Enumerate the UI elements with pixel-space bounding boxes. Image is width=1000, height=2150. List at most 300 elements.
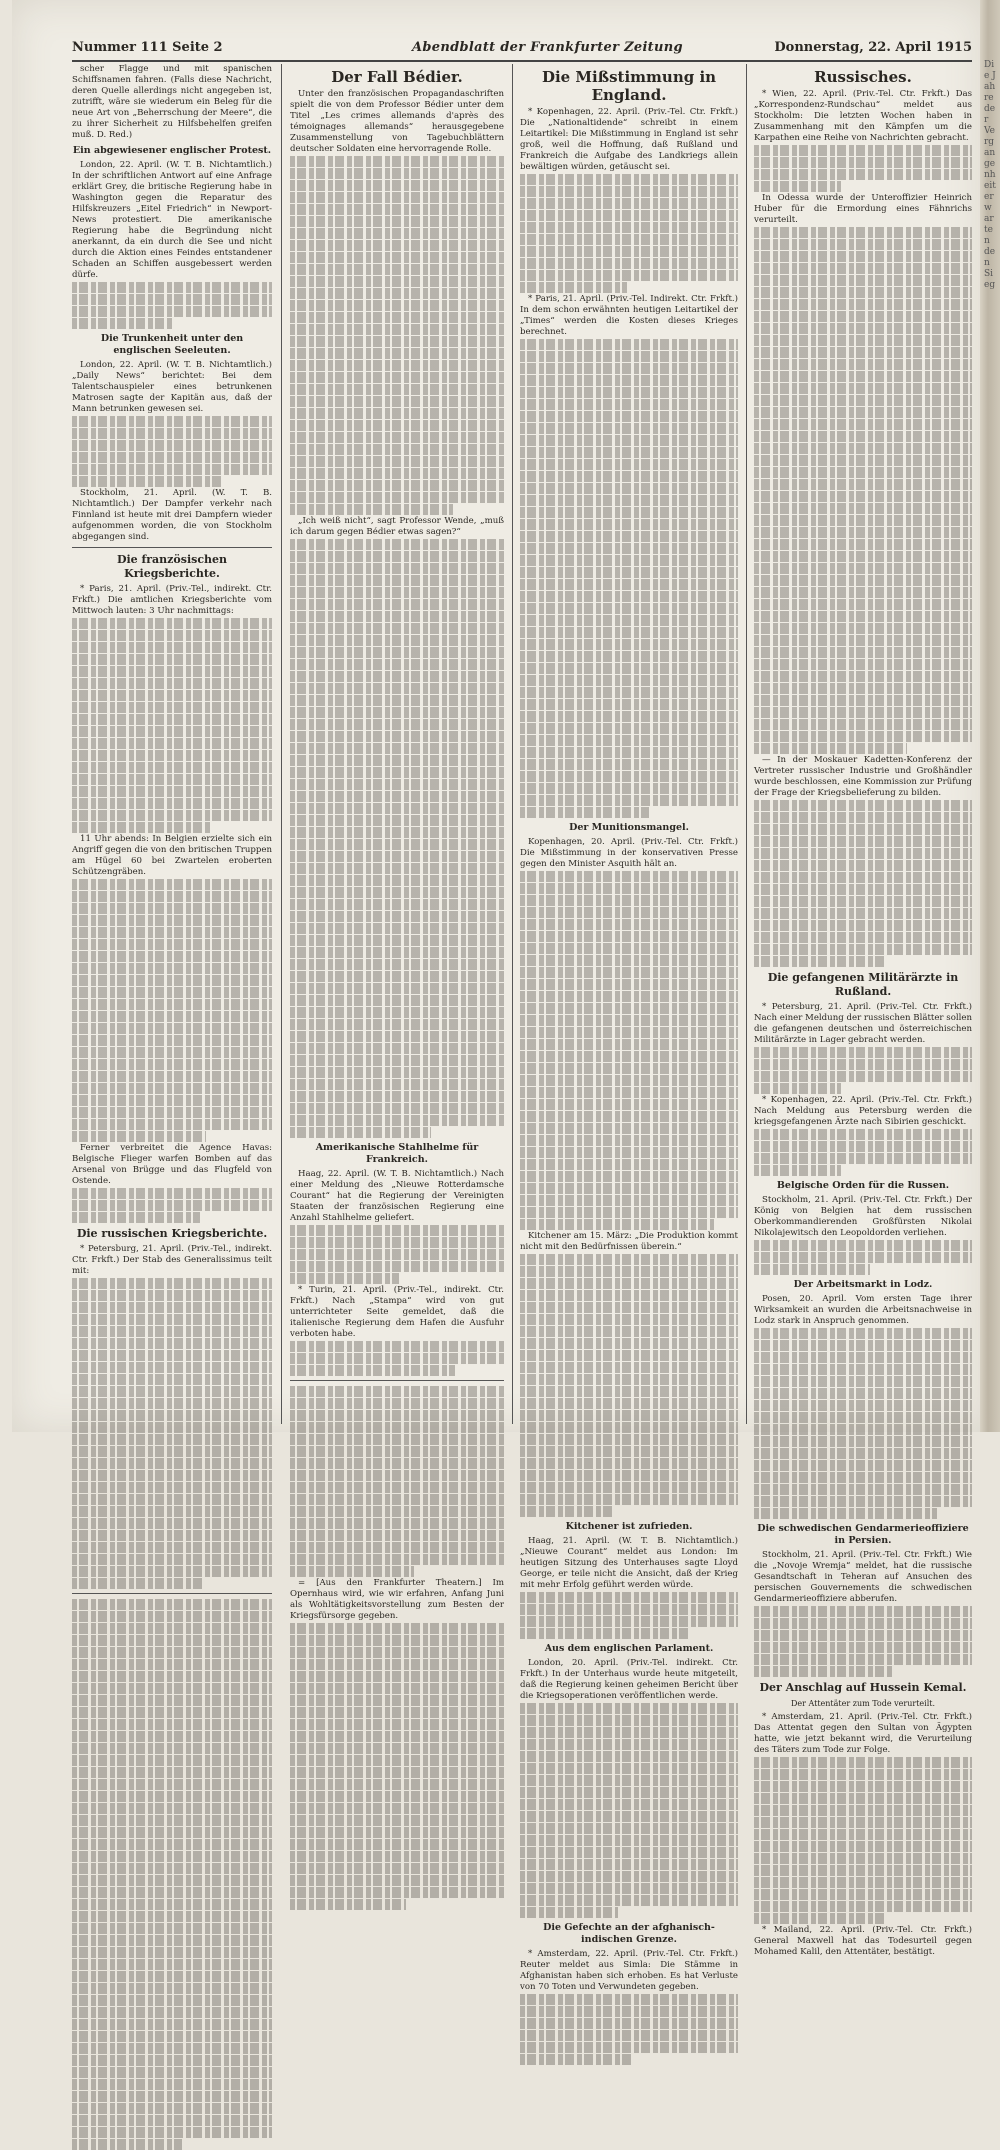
text-line xyxy=(520,735,738,746)
text-line xyxy=(72,1059,272,1070)
text-line xyxy=(72,1290,272,1301)
body-text-block xyxy=(520,1254,738,1517)
article-headline: Aus dem englischen Parlament. xyxy=(544,1643,714,1654)
text-line xyxy=(520,246,738,257)
text-line xyxy=(520,1123,738,1134)
text-line xyxy=(754,671,972,682)
text-line xyxy=(520,1434,738,1445)
text-line xyxy=(290,1707,504,1718)
text-line xyxy=(72,1386,272,1397)
text-line xyxy=(290,767,504,778)
text-line xyxy=(290,575,504,586)
text-line xyxy=(520,2030,738,2041)
text-line xyxy=(72,1410,272,1421)
text-line xyxy=(754,1484,972,1495)
text-line xyxy=(72,927,272,938)
text-line xyxy=(520,1374,738,1385)
text-line xyxy=(290,671,504,682)
text-line xyxy=(520,615,738,626)
text-line xyxy=(72,1200,272,1211)
text-line xyxy=(520,1075,738,1086)
article-headline: Der Munitionsmangel. xyxy=(569,822,689,833)
text-line xyxy=(520,495,738,506)
text-line xyxy=(290,803,504,814)
text-line xyxy=(72,774,272,785)
text-line xyxy=(290,875,504,886)
body-text-block xyxy=(754,800,972,967)
text-line xyxy=(290,1237,504,1248)
text-line xyxy=(520,447,738,458)
text-line xyxy=(72,2067,272,2078)
text-line xyxy=(290,1695,504,1706)
text-line xyxy=(520,1171,738,1182)
text-line xyxy=(72,1446,272,1457)
text-line xyxy=(290,1261,504,1272)
text-line xyxy=(520,1015,738,1026)
text-line xyxy=(754,1047,972,1058)
article-headline: Die Trunkenheit unter den englischen Seeleuten. xyxy=(100,333,244,356)
article-paragraph: * Paris, 21. April. (Priv.-Tel., indirekt. Ctr. Frkft.) Die amtlichen Kriegsberichte vom Mittwoch lauten: 3 Uhr nachmittags: xyxy=(72,584,272,616)
text-line xyxy=(290,1506,504,1517)
article-paragraph: * Kopenhagen, 22. April. (Priv.-Tel. Ctr. Frkft.) Die „Nationaltidende“ schreibt in einem Leitartikel: Die Mißstimmung in England ist sehr groß, weil die Hoffnung, daß Rußland und Frankreich die Aufgabe des Landkriegs allein bewältigen würden, getäuscht sei. xyxy=(520,107,738,172)
text-line xyxy=(754,371,972,382)
text-line xyxy=(520,483,738,494)
text-line xyxy=(520,1027,738,1038)
text-line xyxy=(290,468,504,479)
text-line xyxy=(72,678,272,689)
text-line xyxy=(290,995,504,1006)
text-line xyxy=(290,1458,504,1469)
text-line xyxy=(520,1338,738,1349)
text-line xyxy=(72,452,272,463)
text-line xyxy=(72,1647,272,1658)
text-line xyxy=(754,551,972,562)
text-line xyxy=(290,623,504,634)
text-line xyxy=(754,1757,972,1768)
text-line xyxy=(290,1482,504,1493)
text-line xyxy=(520,423,738,434)
text-line xyxy=(520,603,738,614)
text-line xyxy=(754,1424,972,1435)
text-line xyxy=(290,492,504,503)
text-line xyxy=(754,1829,972,1840)
issue-number: Nummer 111 Seite 2 xyxy=(72,40,223,55)
text-line xyxy=(520,186,738,197)
text-line xyxy=(754,443,972,454)
text-line xyxy=(520,234,738,245)
page-header xyxy=(72,38,972,62)
text-line xyxy=(520,2054,631,2065)
text-line xyxy=(290,348,504,359)
text-line xyxy=(72,1863,272,1874)
text-line xyxy=(754,515,972,526)
text-line xyxy=(520,651,738,662)
text-line xyxy=(290,611,504,622)
text-line xyxy=(754,1877,972,1888)
text-line xyxy=(520,198,738,209)
text-line xyxy=(520,387,738,398)
body-text-block xyxy=(520,1703,738,1918)
text-line xyxy=(72,1470,272,1481)
text-line xyxy=(754,1083,841,1094)
text-line xyxy=(290,1470,504,1481)
article-paragraph: London, 20. April. (Priv.-Tel. indirekt. Ctr. Frkft.) In der Unterhaus wurde heute mitgeteilt, daß die Regierung keinen geheimen Bericht über die Kriegsoperationen veröffentlichen werde. xyxy=(520,1658,738,1701)
text-line xyxy=(290,1091,504,1102)
article-paragraph: Stockholm, 21. April. (W. T. B. Nichtamtlich.) Der Dampfer verkehr nach Finnland ist heute mit drei Dampfern wieder aufgenommen worden, die von Stockholm abgegangen sind. xyxy=(72,488,272,542)
text-line xyxy=(72,690,272,701)
text-line xyxy=(72,1350,272,1361)
text-line xyxy=(290,947,504,958)
text-line xyxy=(72,1683,272,1694)
text-line xyxy=(520,1422,738,1433)
text-line xyxy=(72,306,272,317)
body-text-block xyxy=(72,1278,272,1589)
body-text-block xyxy=(290,1623,504,1910)
text-line xyxy=(520,1135,738,1146)
text-line xyxy=(754,1448,972,1459)
text-line xyxy=(754,407,972,418)
text-line xyxy=(290,1875,504,1886)
text-line xyxy=(72,2115,272,2126)
text-line xyxy=(754,1141,972,1152)
text-line xyxy=(754,275,972,286)
text-line xyxy=(72,476,222,487)
text-line xyxy=(520,1859,738,1870)
text-line xyxy=(290,1103,504,1114)
text-line xyxy=(72,1374,272,1385)
text-line xyxy=(520,747,738,758)
article-divider xyxy=(72,1593,272,1594)
text-line xyxy=(290,707,504,718)
text-line xyxy=(520,1003,738,1014)
text-line xyxy=(754,263,972,274)
body-text-block xyxy=(520,339,738,818)
text-line xyxy=(290,1851,504,1862)
text-line xyxy=(754,1618,972,1629)
text-line xyxy=(754,1642,972,1653)
text-line xyxy=(754,527,972,538)
article-headline: Kitchener ist zufrieden. xyxy=(565,1521,693,1532)
text-line xyxy=(754,169,972,180)
text-line xyxy=(290,1434,504,1445)
body-text-block xyxy=(72,1188,272,1223)
text-line xyxy=(72,999,272,1010)
text-line xyxy=(520,507,738,518)
body-text-block xyxy=(754,1328,972,1519)
text-line xyxy=(72,903,272,914)
text-line xyxy=(520,1446,738,1457)
text-line xyxy=(72,1458,272,1469)
text-line xyxy=(754,599,972,610)
text-line xyxy=(72,2043,272,2054)
text-line xyxy=(520,567,738,578)
text-line xyxy=(520,270,738,281)
body-text-block xyxy=(520,871,738,1230)
text-line xyxy=(754,359,972,370)
text-line xyxy=(754,467,972,478)
article-paragraph: * Petersburg, 21. April. (Priv.-Tel. Ctr. Frkft.) Nach einer Meldung der russischen Blätter sollen die gefangenen deutschen und österreichischen Militärärzte in Lager gebracht werden. xyxy=(754,1002,972,1045)
text-line xyxy=(754,383,972,394)
text-line xyxy=(754,884,972,895)
article-paragraph: Kitchener am 15. März: „Die Produktion kommt nicht mit den Bedürfnissen überein.“ xyxy=(520,1231,738,1252)
text-line xyxy=(520,282,627,293)
body-text-block xyxy=(754,1129,972,1176)
text-line xyxy=(520,1350,738,1361)
text-line xyxy=(754,1793,972,1804)
text-line xyxy=(754,836,972,847)
text-line xyxy=(290,1755,504,1766)
body-text-block xyxy=(290,1225,504,1284)
text-line xyxy=(520,931,738,942)
article-paragraph: London, 22. April. (W. T. B. Nichtamtlich.) „Daily News“ berichtet: Bei dem Talentschauspieler eines betrunkenen Matrosen sagte der Kapitän aus, daß der Mann betrunken gewesen sei. xyxy=(72,360,272,414)
text-line xyxy=(72,1047,272,1058)
article-divider xyxy=(72,547,272,548)
text-line xyxy=(520,1410,738,1421)
text-line xyxy=(290,384,504,395)
text-line xyxy=(290,276,504,287)
text-line xyxy=(72,1506,272,1517)
text-line xyxy=(72,762,272,773)
text-line xyxy=(290,396,504,407)
body-text-block xyxy=(290,156,504,515)
article-headline: Der Fall Bédier. xyxy=(331,68,463,86)
column-3 xyxy=(520,64,738,1992)
text-line xyxy=(72,1566,272,1577)
text-line xyxy=(290,336,504,347)
text-line xyxy=(72,282,272,293)
text-line xyxy=(290,1386,504,1397)
text-line xyxy=(72,987,272,998)
text-line xyxy=(72,1212,200,1223)
column-4 xyxy=(754,64,972,1957)
body-text-block xyxy=(290,1386,504,1577)
text-line xyxy=(72,1755,272,1766)
text-line xyxy=(290,204,504,215)
text-line xyxy=(754,1508,937,1519)
text-line xyxy=(290,1554,504,1565)
body-text-block xyxy=(72,1599,272,2150)
text-line xyxy=(72,939,272,950)
text-line xyxy=(520,1063,738,1074)
text-line xyxy=(290,300,504,311)
text-line xyxy=(520,1266,738,1277)
text-line xyxy=(72,1947,272,1958)
text-line xyxy=(72,1131,206,1142)
text-line xyxy=(520,1715,738,1726)
text-line xyxy=(520,1871,738,1882)
text-line xyxy=(754,812,972,823)
text-line xyxy=(72,1362,272,1373)
text-line xyxy=(520,907,738,918)
text-line xyxy=(520,363,738,374)
article-headline: Der Arbeitsmarkt in Lodz. xyxy=(793,1279,933,1290)
text-line xyxy=(754,1769,972,1780)
text-line xyxy=(520,723,738,734)
text-line xyxy=(290,1225,504,1236)
text-line xyxy=(290,408,504,419)
text-line xyxy=(72,726,272,737)
text-line xyxy=(72,1911,272,1922)
text-line xyxy=(520,979,738,990)
text-line xyxy=(520,943,738,954)
text-line xyxy=(520,1278,738,1289)
text-line xyxy=(72,666,272,677)
text-line xyxy=(754,419,972,430)
article-paragraph: — In der Moskauer Kadetten-Konferenz der Vertreter russischer Industrie und Großhändler wurde beschlossen, eine Kommission zur Prüfung der Frage der Kriegsbelieferung zu bilden. xyxy=(754,755,972,798)
body-text-block xyxy=(754,227,972,754)
text-line xyxy=(72,915,272,926)
text-line xyxy=(72,810,272,821)
column-1 xyxy=(72,64,272,1424)
text-line xyxy=(520,991,738,1002)
text-line xyxy=(72,428,272,439)
text-line xyxy=(72,714,272,725)
text-line xyxy=(754,1865,972,1876)
text-line xyxy=(520,1628,688,1639)
text-line xyxy=(754,335,972,346)
text-line xyxy=(520,1883,738,1894)
text-line xyxy=(520,2042,738,2053)
text-line xyxy=(72,630,272,641)
text-line xyxy=(290,1031,504,1042)
article-paragraph: London, 22. April. (W. T. B. Nichtamtlich.) In der schriftlichen Antwort auf eine Anfrage erklärt Grey, die britische Regierung habe in Washington gegen die Reparatur des Hilfskreuzers „Eitel Friedrich“ in Newport-News protestiert. Die amerikanische Regierung habe die Begründung nicht anerkannt, da ein durch die See und nicht durch die Aktion eines Feindes entstandener Schaden an Schiffen ausgebessert werden dürfe. xyxy=(72,160,272,280)
text-line xyxy=(520,258,738,269)
text-line xyxy=(520,1835,738,1846)
text-line xyxy=(72,1743,272,1754)
text-line xyxy=(754,611,972,622)
body-text-block xyxy=(72,618,272,833)
text-line xyxy=(520,174,738,185)
text-line xyxy=(754,872,972,883)
article-paragraph: Haag, 21. April. (W. T. B. Nichtamtlich.) „Nieuwe Courant“ meldet aus London: Im heutigen Sitzung des Unterhauses sagte Lloyd George, er teile nicht die Ansicht, daß der Krieg mit mehr Erfolg geführt werden würde. xyxy=(520,1536,738,1590)
text-line xyxy=(754,157,972,168)
text-line xyxy=(72,1707,272,1718)
text-line xyxy=(290,971,504,982)
body-text-block xyxy=(754,145,972,192)
text-line xyxy=(72,1530,272,1541)
text-line xyxy=(290,1635,504,1646)
text-line xyxy=(754,1388,972,1399)
text-line xyxy=(290,695,504,706)
text-line xyxy=(290,480,504,491)
text-line xyxy=(72,798,272,809)
text-line xyxy=(290,1659,504,1670)
text-line xyxy=(754,503,972,514)
text-line xyxy=(520,1763,738,1774)
text-line xyxy=(520,675,738,686)
text-line xyxy=(290,599,504,610)
text-line xyxy=(520,375,738,386)
text-line xyxy=(754,563,972,574)
text-line xyxy=(754,1328,972,1339)
text-line xyxy=(520,519,738,530)
text-line xyxy=(754,1436,972,1447)
text-line xyxy=(72,1302,272,1313)
text-line xyxy=(290,1055,504,1066)
text-line xyxy=(754,287,972,298)
text-line xyxy=(754,932,972,943)
text-line xyxy=(290,1341,504,1352)
text-line xyxy=(72,1554,272,1565)
text-line xyxy=(72,1731,272,1742)
text-line xyxy=(754,145,972,156)
text-line xyxy=(754,1805,972,1816)
text-line xyxy=(72,1095,272,1106)
text-line xyxy=(290,1743,504,1754)
text-line xyxy=(72,1935,272,1946)
text-line xyxy=(754,539,972,550)
text-line xyxy=(754,1460,972,1471)
text-line xyxy=(520,1751,738,1762)
text-line xyxy=(520,1604,738,1615)
text-line xyxy=(754,455,972,466)
text-line xyxy=(520,1787,738,1798)
body-text-block xyxy=(520,1994,738,2065)
article-paragraph: * Wien, 22. April. (Priv.-Tel. Ctr. Frkft.) Das „Korrespondenz-Rundschau“ meldet aus Stockholm: Die letzten Wochen haben in Zusammenhang mit den Kämpfen um die Karpathen eine Reihe von Nachrichten gebracht. xyxy=(754,89,972,143)
text-line xyxy=(72,1719,272,1730)
text-line xyxy=(290,1518,504,1529)
text-line xyxy=(72,1695,272,1706)
text-line xyxy=(520,471,738,482)
text-line xyxy=(72,654,272,665)
text-line xyxy=(520,955,738,966)
text-line xyxy=(290,851,504,862)
text-line xyxy=(520,1398,738,1409)
article-paragraph: Unter den französischen Propagandaschriften spielt die von dem Professor Bédier unter dem Titel „Les crimes allemands d'après des témoignages allemands“ herausgegebene Zusammenstellung von Tagebuchblättern deutscher Soldaten eine hervorragende Rolle. xyxy=(290,89,504,154)
text-line xyxy=(290,192,504,203)
text-line xyxy=(290,959,504,970)
text-line xyxy=(754,181,841,192)
text-line xyxy=(520,1302,738,1313)
text-line xyxy=(290,551,504,562)
text-line xyxy=(754,848,972,859)
text-line xyxy=(520,1847,738,1858)
text-line xyxy=(290,1353,504,1364)
text-line xyxy=(520,699,738,710)
text-line xyxy=(754,1412,972,1423)
text-line xyxy=(754,1240,972,1251)
article-paragraph: In Odessa wurde der Unteroffizier Heinrich Huber für die Ermordung eines Fähnrichs verurteilt. xyxy=(754,193,972,225)
text-line xyxy=(290,1683,504,1694)
text-line xyxy=(72,1851,272,1862)
text-line xyxy=(290,1863,504,1874)
text-line xyxy=(72,2079,272,2090)
text-line xyxy=(520,1727,738,1738)
text-line xyxy=(520,2018,738,2029)
article-paragraph: „Ich weiß nicht“, sagt Professor Wende, „muß ich darum gegen Bédier etwas sagen?“ xyxy=(290,516,504,537)
text-line xyxy=(520,1099,738,1110)
text-line xyxy=(290,372,504,383)
text-line xyxy=(520,783,738,794)
text-line xyxy=(754,1165,841,1176)
text-line xyxy=(754,311,972,322)
body-text-block xyxy=(754,1240,972,1275)
body-text-block xyxy=(754,1757,972,1924)
text-line xyxy=(290,252,504,263)
text-line xyxy=(72,1959,272,1970)
body-text-block xyxy=(72,416,272,487)
text-line xyxy=(520,895,738,906)
text-line xyxy=(754,587,972,598)
text-line xyxy=(520,1703,738,1714)
text-line xyxy=(72,440,272,451)
text-line xyxy=(290,1365,455,1376)
text-line xyxy=(290,1887,504,1898)
text-line xyxy=(72,1326,272,1337)
text-line xyxy=(754,491,972,502)
text-line xyxy=(520,531,738,542)
text-line xyxy=(290,863,504,874)
